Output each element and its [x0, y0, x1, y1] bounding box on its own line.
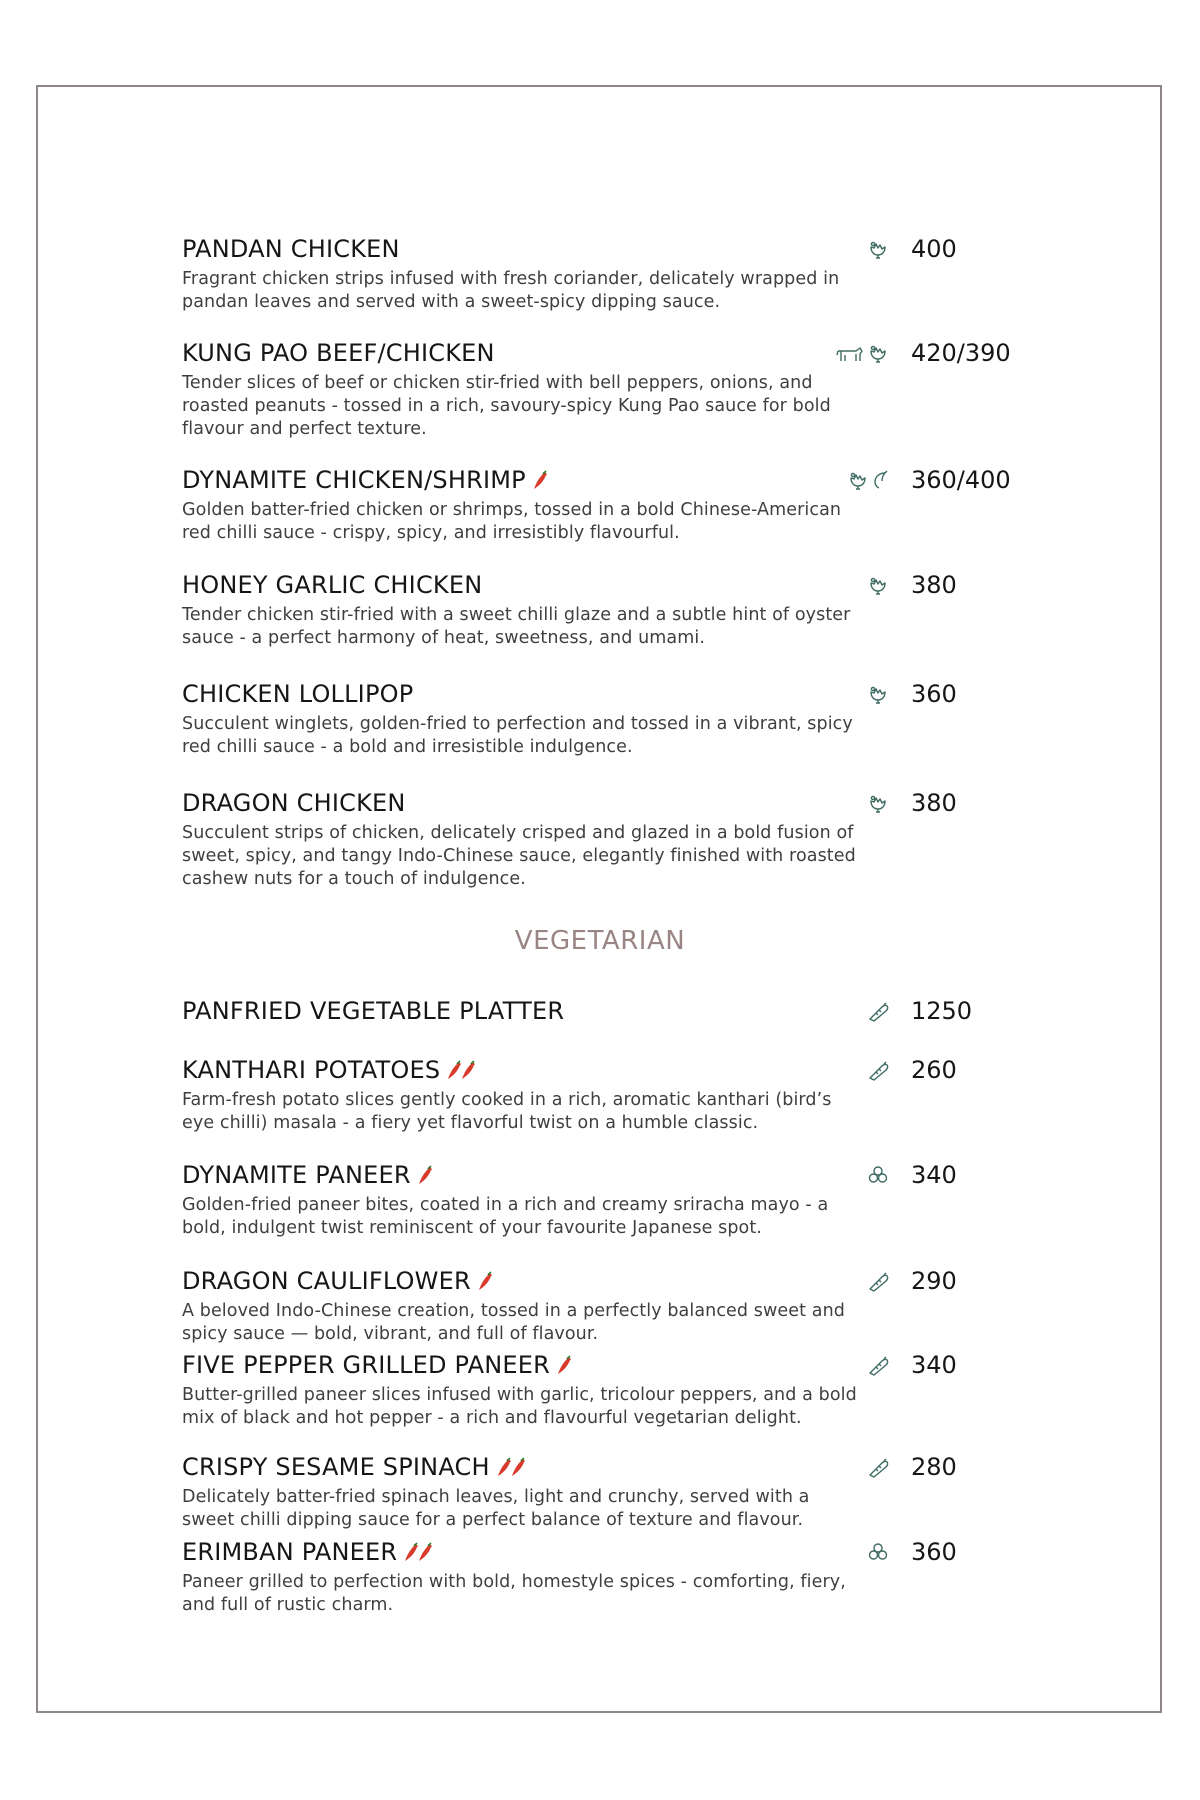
menu-item-name-text: PANFRIED VEGETABLE PLATTER — [182, 997, 565, 1025]
menu-item-header — [0, 677, 1200, 711]
menu-item-description: Tender chicken stir-fried with a sweet chilli glaze and a subtle hint of oyster sauce - a perfect harmony of heat, sweetness, and umami. — [182, 605, 851, 648]
spice-level — [477, 1267, 491, 1301]
menu-item-header — [0, 994, 1200, 1028]
menu-item — [0, 1450, 1200, 1530]
menu-item-header — [0, 336, 1200, 370]
menu-item-header — [0, 463, 1200, 497]
menu-item-description: Butter-grilled paneer slices infused with garlic, tricolour peppers, and a bold mix of black and hot pepper - a rich and flavourful vegetarian delight. — [182, 1385, 857, 1428]
menu-item-description: Farm-fresh potato slices gently cooked in a rich, aromatic kanthari (bird’s eye chilli) masala - a fiery yet flavorful twist on a humble classic. — [182, 1090, 832, 1133]
menu-item-price: 290 — [911, 1267, 957, 1295]
menu-item-description: Paneer grilled to perfection with bold, homestyle spices - comforting, fiery, and full of rustic charm. — [182, 1572, 846, 1615]
menu-item — [0, 568, 1200, 648]
menu-item-price: 360/400 — [911, 466, 1011, 494]
menu-item — [0, 994, 1200, 1028]
menu-item-name — [182, 1348, 570, 1385]
menu-item-price: 380 — [911, 789, 957, 817]
menu-item-name-text: DYNAMITE PANEER — [182, 1161, 411, 1189]
menu-item-name — [182, 463, 546, 500]
dairy-icon — [865, 1164, 889, 1198]
spice-level — [403, 1538, 431, 1572]
spice-level — [556, 1351, 570, 1385]
menu-item-header — [0, 1348, 1200, 1382]
diet-icons — [865, 574, 889, 608]
spice-level — [417, 1161, 431, 1195]
menu-item — [0, 1158, 1200, 1238]
menu-item-name — [182, 677, 413, 711]
diet-icons — [865, 1354, 889, 1388]
menu-item-name-text: KANTHARI POTATOES — [182, 1056, 441, 1084]
menu-item-header — [0, 1053, 1200, 1087]
spice-level — [496, 1453, 524, 1487]
chili-icon — [510, 1453, 526, 1475]
menu-item-header — [0, 232, 1200, 266]
menu-item-price: 380 — [911, 571, 957, 599]
vegetable-icon — [865, 1059, 889, 1093]
diet-icons — [845, 469, 889, 503]
menu-item-name — [182, 1535, 431, 1572]
menu-item-name — [182, 336, 495, 370]
menu-item-header — [0, 568, 1200, 602]
chicken-icon — [845, 469, 869, 503]
menu-item-name — [182, 1158, 431, 1195]
chicken-icon — [865, 792, 889, 826]
menu-item-description: A beloved Indo-Chinese creation, tossed in a perfectly balanced sweet and spicy sauce — bold, vibrant, and full of flavour. — [182, 1301, 846, 1344]
menu-item-name-text: KUNG PAO BEEF/CHICKEN — [182, 339, 495, 367]
chicken-icon — [865, 683, 889, 717]
menu-item-price: 280 — [911, 1453, 957, 1481]
diet-icons — [865, 1164, 889, 1198]
chicken-icon — [865, 238, 889, 272]
menu-item-header — [0, 1264, 1200, 1298]
vegetable-icon — [865, 1270, 889, 1304]
shrimp-icon — [869, 469, 889, 503]
menu-item — [0, 1348, 1200, 1428]
menu-item-header — [0, 786, 1200, 820]
beef-icon — [833, 342, 865, 376]
diet-icons — [865, 238, 889, 272]
menu-item-description: Golden batter-fried chicken or shrimps, tossed in a bold Chinese-American red chilli sauce - crispy, spicy, and irresistibly flavourful. — [182, 500, 842, 543]
diet-icons — [865, 1456, 889, 1490]
vegetable-icon — [865, 1456, 889, 1490]
menu-item — [0, 1264, 1200, 1344]
menu-item-name-text: FIVE PEPPER GRILLED PANEER — [182, 1351, 551, 1379]
menu-item-name-text: DRAGON CAULIFLOWER — [182, 1267, 471, 1295]
menu-item-name — [182, 1053, 474, 1090]
menu-item — [0, 463, 1200, 543]
chili-icon — [532, 466, 548, 488]
menu-item — [0, 336, 1200, 439]
menu-item-header — [0, 1535, 1200, 1569]
chili-icon — [417, 1538, 433, 1560]
menu-item-price: 340 — [911, 1351, 957, 1379]
section-heading-vegetarian: VEGETARIAN — [514, 926, 686, 956]
diet-icons — [865, 1000, 889, 1034]
menu-item-description: Succulent winglets, golden-fried to perfection and tossed in a vibrant, spicy red chilli sauce - a bold and irresistible indulgence. — [182, 714, 853, 757]
spice-level — [446, 1056, 474, 1090]
menu-item-name — [182, 1264, 491, 1301]
chili-icon — [460, 1056, 476, 1078]
menu-item-name-text: ERIMBAN PANEER — [182, 1538, 398, 1566]
menu-item-description: Tender slices of beef or chicken stir-fried with bell peppers, onions, and roasted peanuts - tossed in a rich, savoury-spicy Kung Pao sauce for bold flavour and perfect texture. — [182, 373, 831, 439]
menu-item-name-text: DRAGON CHICKEN — [182, 789, 406, 817]
menu-item-price: 260 — [911, 1056, 957, 1084]
chili-icon — [417, 1161, 433, 1183]
menu-item-description: Fragrant chicken strips infused with fresh coriander, delicately wrapped in pandan leaves and served with a sweet-spicy dipping sauce. — [182, 269, 840, 312]
menu-item-name — [182, 568, 482, 602]
menu-item-price: 340 — [911, 1161, 957, 1189]
menu-item-name-text: CHICKEN LOLLIPOP — [182, 680, 414, 708]
menu-item-name — [182, 786, 406, 820]
chicken-icon — [865, 574, 889, 608]
menu-item — [0, 677, 1200, 757]
menu-item — [0, 1535, 1200, 1615]
menu-item-name-text: HONEY GARLIC CHICKEN — [182, 571, 483, 599]
menu-item-name — [182, 994, 564, 1028]
chili-icon — [477, 1267, 493, 1289]
menu-item-header — [0, 1450, 1200, 1484]
menu-item — [0, 1053, 1200, 1133]
menu-item-description: Succulent strips of chicken, delicately crisped and glazed in a bold fusion of sweet, spicy, and tangy Indo-Chinese sauce, elegantly finished with roasted cashew nuts for a touch of indulgence. — [182, 823, 856, 889]
menu-item-description: Golden-fried paneer bites, coated in a rich and creamy sriracha mayo - a bold, indulgent twist reminiscent of your favourite Japanese spot. — [182, 1195, 829, 1238]
menu-item-name — [182, 1450, 524, 1487]
menu-item-price: 420/390 — [911, 339, 1011, 367]
spice-level — [532, 466, 546, 500]
menu-item-name-text: DYNAMITE CHICKEN/SHRIMP — [182, 466, 526, 494]
diet-icons — [865, 1270, 889, 1304]
menu-item-price: 360 — [911, 1538, 957, 1566]
vegetable-icon — [865, 1000, 889, 1034]
diet-icons — [833, 342, 889, 376]
diet-icons — [865, 683, 889, 717]
menu-item-description: Delicately batter-fried spinach leaves, light and crunchy, served with a sweet chilli dipping sauce for a perfect balance of texture and flavour. — [182, 1487, 810, 1530]
menu-item-name-text: PANDAN CHICKEN — [182, 235, 400, 263]
menu-item-price: 1250 — [911, 997, 973, 1025]
menu-item-price: 400 — [911, 235, 957, 263]
chili-icon — [556, 1351, 572, 1373]
menu-item-header — [0, 1158, 1200, 1192]
diet-icons — [865, 792, 889, 826]
menu-item — [0, 786, 1200, 889]
vegetable-icon — [865, 1354, 889, 1388]
dairy-icon — [865, 1541, 889, 1575]
chicken-icon — [865, 342, 889, 376]
menu-item — [0, 232, 1200, 312]
diet-icons — [865, 1059, 889, 1093]
menu-item-name-text: CRISPY SESAME SPINACH — [182, 1453, 490, 1481]
menu-item-name — [182, 232, 400, 266]
diet-icons — [865, 1541, 889, 1575]
menu-item-price: 360 — [911, 680, 957, 708]
